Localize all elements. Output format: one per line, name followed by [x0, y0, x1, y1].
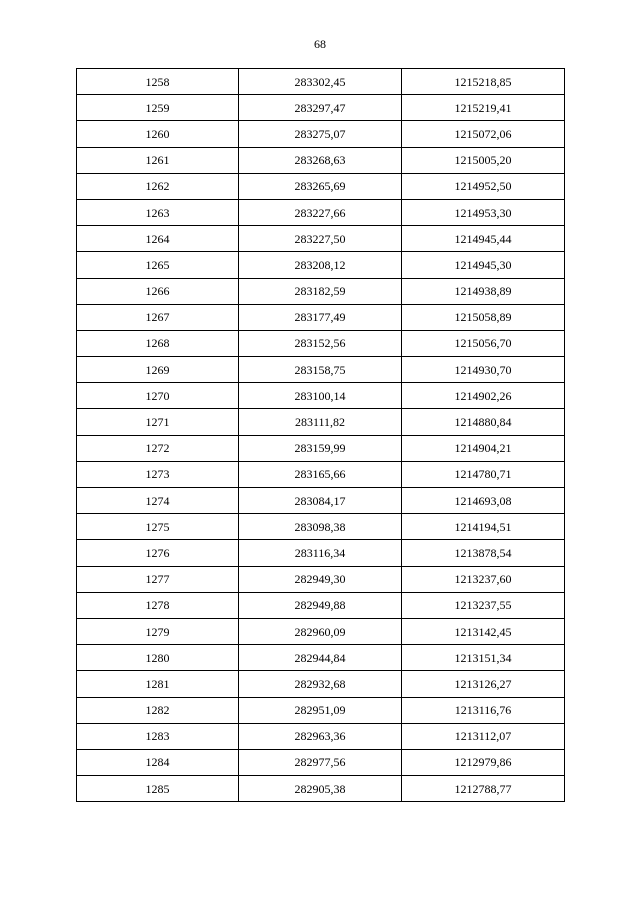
y-coordinate-cell: 1212979,86: [402, 749, 565, 775]
y-coordinate-cell: 1214953,30: [402, 199, 565, 225]
point-number-cell: 1272: [77, 435, 239, 461]
table-row: [77, 540, 565, 566]
point-number-cell: 1259: [77, 95, 239, 121]
point-number-cell: 1271: [77, 409, 239, 435]
y-coordinate-cell: 1213126,27: [402, 671, 565, 697]
table-row: [77, 69, 565, 95]
y-coordinate-cell: 1213151,34: [402, 645, 565, 671]
x-coordinate-cell: 282977,56: [239, 749, 402, 775]
page-number: 68: [314, 37, 326, 51]
y-coordinate-cell: 1213112,07: [402, 723, 565, 749]
y-coordinate-cell: 1214780,71: [402, 461, 565, 487]
x-coordinate-cell: 282905,38: [239, 776, 402, 802]
point-number-cell: 1283: [77, 723, 239, 749]
x-coordinate-cell: 283268,63: [239, 147, 402, 173]
point-number-cell: 1258: [77, 69, 239, 95]
table-row: [77, 435, 565, 461]
table-row: [77, 723, 565, 749]
x-coordinate-cell: 283116,34: [239, 540, 402, 566]
point-number-cell: 1284: [77, 749, 239, 775]
y-coordinate-cell: 1214904,21: [402, 435, 565, 461]
point-number-cell: 1274: [77, 488, 239, 514]
table-row: [77, 199, 565, 225]
coordinates-table-body: [77, 69, 565, 802]
y-coordinate-cell: 1214194,51: [402, 514, 565, 540]
table-row: [77, 121, 565, 147]
table-row: [77, 697, 565, 723]
x-coordinate-cell: 283100,14: [239, 383, 402, 409]
x-coordinate-cell: 282963,36: [239, 723, 402, 749]
point-number-cell: 1277: [77, 566, 239, 592]
x-coordinate-cell: 283275,07: [239, 121, 402, 147]
table-row: [77, 592, 565, 618]
table-row: [77, 226, 565, 252]
x-coordinate-cell: 283208,12: [239, 252, 402, 278]
table-row: [77, 330, 565, 356]
table-row: [77, 776, 565, 802]
table-row: [77, 278, 565, 304]
x-coordinate-cell: 282951,09: [239, 697, 402, 723]
table-row: [77, 566, 565, 592]
x-coordinate-cell: 283177,49: [239, 304, 402, 330]
y-coordinate-cell: 1213142,45: [402, 618, 565, 644]
x-coordinate-cell: 282949,88: [239, 592, 402, 618]
point-number-cell: 1279: [77, 618, 239, 644]
point-number-cell: 1273: [77, 461, 239, 487]
y-coordinate-cell: 1215005,20: [402, 147, 565, 173]
y-coordinate-cell: 1214693,08: [402, 488, 565, 514]
y-coordinate-cell: 1215218,85: [402, 69, 565, 95]
point-number-cell: 1265: [77, 252, 239, 278]
y-coordinate-cell: 1214880,84: [402, 409, 565, 435]
y-coordinate-cell: 1215219,41: [402, 95, 565, 121]
x-coordinate-cell: 283297,47: [239, 95, 402, 121]
x-coordinate-cell: 283302,45: [239, 69, 402, 95]
x-coordinate-cell: 283098,38: [239, 514, 402, 540]
point-number-cell: 1264: [77, 226, 239, 252]
y-coordinate-cell: 1214902,26: [402, 383, 565, 409]
point-number-cell: 1276: [77, 540, 239, 566]
x-coordinate-cell: 283182,59: [239, 278, 402, 304]
x-coordinate-cell: 283159,99: [239, 435, 402, 461]
point-number-cell: 1280: [77, 645, 239, 671]
y-coordinate-cell: 1215056,70: [402, 330, 565, 356]
y-coordinate-cell: 1214930,70: [402, 357, 565, 383]
x-coordinate-cell: 282960,09: [239, 618, 402, 644]
y-coordinate-cell: 1215072,06: [402, 121, 565, 147]
point-number-cell: 1282: [77, 697, 239, 723]
table-row: [77, 95, 565, 121]
table-row: [77, 488, 565, 514]
table-row: [77, 357, 565, 383]
table-row: [77, 514, 565, 540]
point-number-cell: 1285: [77, 776, 239, 802]
table-row: [77, 173, 565, 199]
point-number-cell: 1281: [77, 671, 239, 697]
y-coordinate-cell: 1214945,30: [402, 252, 565, 278]
table-row: [77, 409, 565, 435]
point-number-cell: 1263: [77, 199, 239, 225]
y-coordinate-cell: 1214938,89: [402, 278, 565, 304]
table-row: [77, 671, 565, 697]
point-number-cell: 1260: [77, 121, 239, 147]
point-number-cell: 1266: [77, 278, 239, 304]
point-number-cell: 1261: [77, 147, 239, 173]
x-coordinate-cell: 282932,68: [239, 671, 402, 697]
x-coordinate-cell: 283265,69: [239, 173, 402, 199]
x-coordinate-cell: 283084,17: [239, 488, 402, 514]
table-row: [77, 645, 565, 671]
x-coordinate-cell: 283158,75: [239, 357, 402, 383]
table-row: [77, 618, 565, 644]
y-coordinate-cell: 1213237,60: [402, 566, 565, 592]
x-coordinate-cell: 282949,30: [239, 566, 402, 592]
table-row: [77, 383, 565, 409]
y-coordinate-cell: 1214952,50: [402, 173, 565, 199]
point-number-cell: 1268: [77, 330, 239, 356]
point-number-cell: 1270: [77, 383, 239, 409]
y-coordinate-cell: 1213116,76: [402, 697, 565, 723]
table-row: [77, 461, 565, 487]
x-coordinate-cell: 283111,82: [239, 409, 402, 435]
y-coordinate-cell: 1214945,44: [402, 226, 565, 252]
table-row: [77, 147, 565, 173]
table-row: [77, 749, 565, 775]
x-coordinate-cell: 283152,56: [239, 330, 402, 356]
x-coordinate-cell: 283227,50: [239, 226, 402, 252]
y-coordinate-cell: 1215058,89: [402, 304, 565, 330]
table-row: [77, 304, 565, 330]
point-number-cell: 1275: [77, 514, 239, 540]
y-coordinate-cell: 1212788,77: [402, 776, 565, 802]
coordinates-table: [76, 68, 565, 802]
point-number-cell: 1267: [77, 304, 239, 330]
x-coordinate-cell: 283227,66: [239, 199, 402, 225]
table-row: [77, 252, 565, 278]
y-coordinate-cell: 1213237,55: [402, 592, 565, 618]
x-coordinate-cell: 282944,84: [239, 645, 402, 671]
x-coordinate-cell: 283165,66: [239, 461, 402, 487]
point-number-cell: 1278: [77, 592, 239, 618]
point-number-cell: 1262: [77, 173, 239, 199]
y-coordinate-cell: 1213878,54: [402, 540, 565, 566]
point-number-cell: 1269: [77, 357, 239, 383]
